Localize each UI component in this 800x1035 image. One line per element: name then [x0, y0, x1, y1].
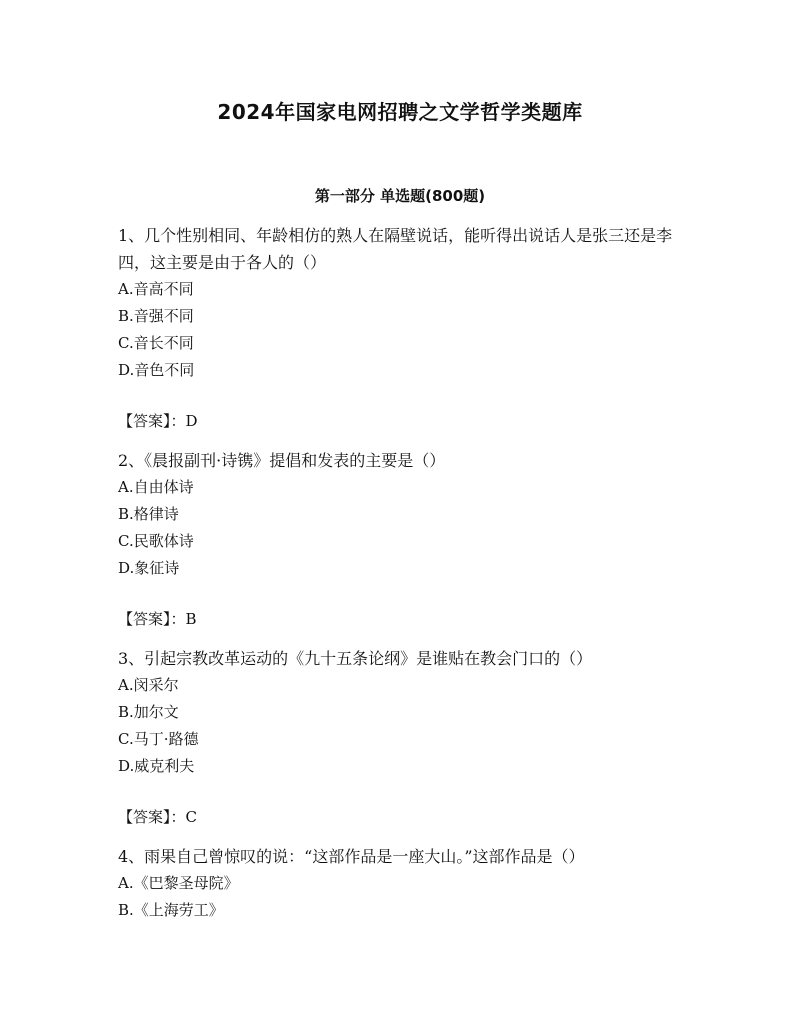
- option-d: D.威克利夫: [118, 757, 195, 775]
- document-title: 2024年国家电网招聘之文学哲学类题库: [217, 100, 583, 124]
- answer-label: 【答案】：: [118, 412, 186, 430]
- option-d: D.音色不同: [118, 361, 195, 379]
- option-b: B.格律诗: [118, 505, 179, 523]
- option-b: B.《上海劳工》: [118, 901, 224, 919]
- question-text: 1、几个性别相同、年龄相仿的熟人在隔壁说话，能听得出说话人是张三还是李四，这主要是由于各人的（）: [118, 226, 673, 272]
- option-b: B.加尔文: [118, 703, 179, 721]
- option-a: A.《巴黎圣母院》: [118, 874, 239, 892]
- answer-line: [118, 606, 688, 633]
- answer-label: 【答案】：: [118, 808, 186, 826]
- option-c: C.音长不同: [118, 334, 194, 352]
- question-text: 2、《晨报副刊·诗镌》提倡和发表的主要是（）: [118, 451, 446, 470]
- question-2: [118, 447, 688, 633]
- option-d: D.象征诗: [118, 559, 180, 577]
- option-c: C.马丁·路德: [118, 730, 199, 748]
- answer-value: C: [185, 808, 197, 826]
- option-c: C.民歌体诗: [118, 532, 194, 550]
- question-3: [118, 645, 688, 831]
- answer-value: B: [185, 610, 197, 628]
- question-list: [118, 222, 688, 924]
- question-4: [118, 843, 688, 924]
- answer-value: D: [185, 412, 198, 430]
- question-text: 3、引起宗教改革运动的《九十五条论纲》是谁贴在教会门口的（）: [118, 649, 593, 668]
- answer-line: [118, 804, 688, 831]
- answer-label: 【答案】：: [118, 610, 186, 628]
- option-a: A.音高不同: [118, 280, 194, 298]
- section-title: 第一部分 单选题(800题): [314, 187, 486, 205]
- option-b: B.音强不同: [118, 307, 194, 325]
- question-1: [118, 222, 688, 435]
- option-a: A.自由体诗: [118, 478, 194, 496]
- question-text: 4、雨果自己曾惊叹的说：“这部作品是一座大山。”这部作品是（）: [118, 847, 585, 866]
- option-a: A.闵采尔: [118, 676, 179, 694]
- answer-line: [118, 408, 688, 435]
